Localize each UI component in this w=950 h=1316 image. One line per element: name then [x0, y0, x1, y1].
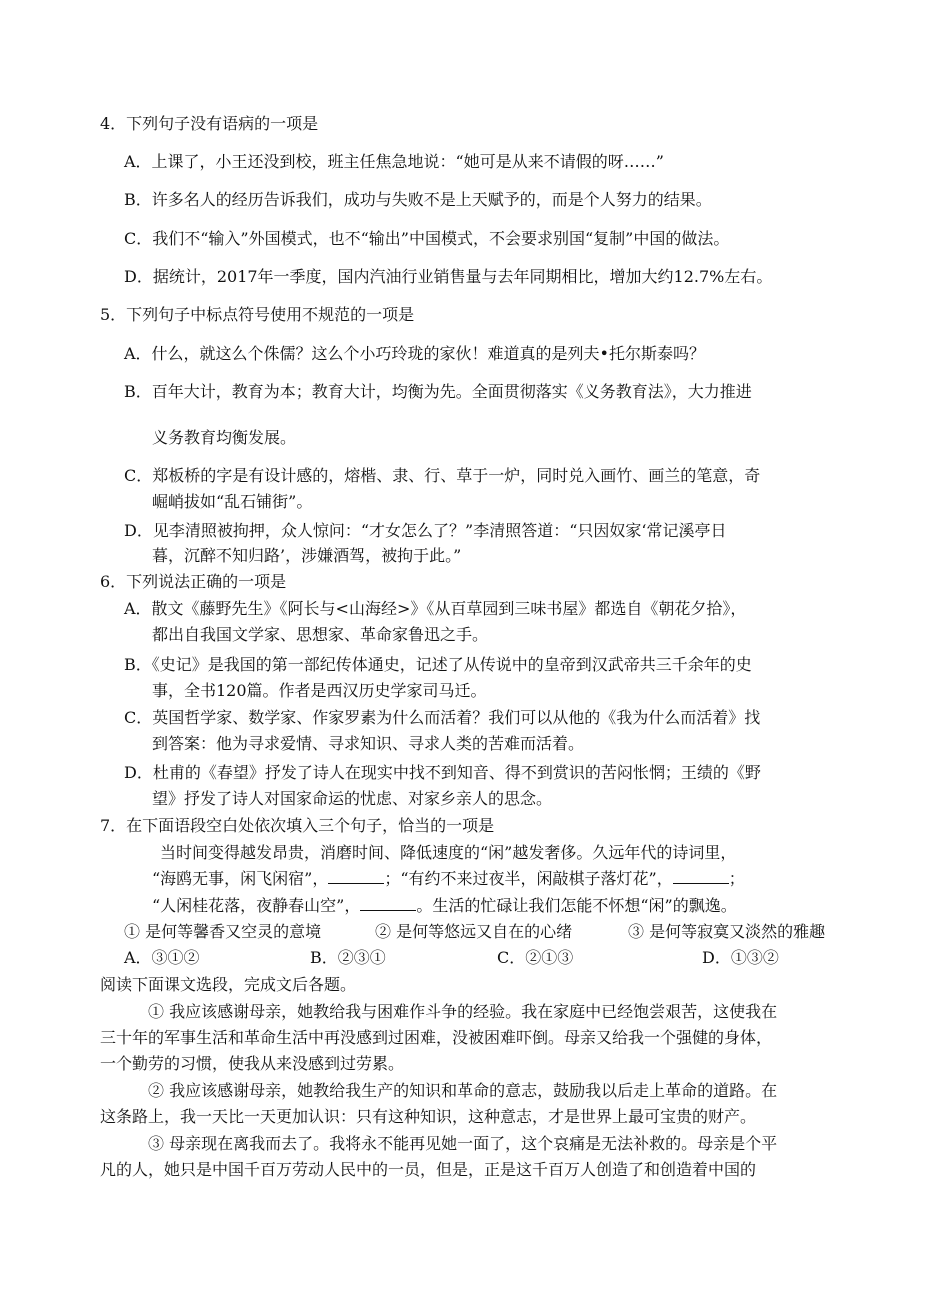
q7-passage-line2: “海鸥无事，闲飞闲宿”， ；“有约不来过夜半，闲敲棋子落灯花”， ； [152, 869, 745, 888]
q6-option-a-line2: 都出自我国文学家、思想家、革命家鲁迅之手。 [152, 625, 489, 644]
reading-para2-line2: 这条路上，我一天比一天更加认识：只有这种知识，这种意志，才是世界上最可宝贵的财产。 [100, 1107, 757, 1126]
q5-stem: 5．下列句子中标点符号使用不规范的一项是 [100, 305, 415, 324]
q6-option-d-line1: D．杜甫的《春望》抒发了诗人在现实中找不到知音、得不到赏识的苦闷怅惘；王绩的《野 [124, 763, 761, 782]
q4-option-a: A．上课了，小王还没到校，班主任焦急地说：“她可是从来不请假的呀……” [124, 152, 664, 171]
q7-passage-line3: “人闲桂花落，夜静春山空”， 。生活的忙碌让我们怎能不怀想“闲”的飘逸。 [152, 896, 737, 915]
q4-option-d: D．据统计，2017年一季度，国内汽油行业销售量与去年同期相比，增加大约12.7%左右。 [124, 267, 773, 286]
q6-stem: 6．下列说法正确的一项是 [100, 572, 287, 591]
reading-intro: 阅读下面课文选段，完成文后各题。 [100, 975, 357, 994]
q4-stem: 4．下列句子没有语病的一项是 [100, 114, 319, 133]
q7-sentence-1: ① 是何等馨香又空灵的意境 [124, 922, 322, 941]
q5-option-a: A．什么，就这么个侏儒？这么个小巧玲珑的家伙！难道真的是列夫•托尔斯泰吗？ [124, 344, 705, 363]
q4-option-b: B．许多名人的经历告诉我们，成功与失败不是上天赋予的，而是个人努力的结果。 [124, 190, 712, 209]
q7-stem: 7．在下面语段空白处依次填入三个句子，恰当的一项是 [100, 816, 495, 835]
q6-option-a-line1: A．散文《藤野先生》《阿长与<山海经>》《从百草园到三味书屋》都选自《朝花夕拾》， [124, 599, 747, 618]
q5-option-c-line2: 崛峭拔如“乱石铺街”。 [152, 492, 313, 511]
q5-option-b-line1: B．百年大计，教育为本；教育大计，均衡为先。全面贯彻落实《义务教育法》，大力推进 [124, 382, 752, 401]
q6-option-b-line2: 事，全书120篇。作者是西汉历史学家司马迁。 [152, 681, 487, 700]
q6-option-d-line2: 望》抒发了诗人对国家命运的忧虑、对家乡亲人的思念。 [152, 789, 553, 808]
q7-choice-d: D．①③② [702, 948, 779, 967]
fill-blank-3 [360, 896, 416, 911]
q7-sentence-2: ② 是何等悠远又自在的心绪 [375, 922, 573, 941]
reading-para2-line1: ② 我应该感谢母亲，她教给我生产的知识和革命的意志，鼓励我以后走上革命的道路。在 [148, 1081, 778, 1100]
q7-choice-a: A．③①② [124, 948, 200, 967]
q4-option-c: C．我们不“输入”外国模式，也不“输出”中国模式，不会要求别国“复制”中国的做法。 [124, 229, 730, 248]
fill-blank-2 [673, 869, 729, 884]
q5-option-d-line2: 暮，沉醉不知归路’，涉嫌酒驾，被拘于此。” [152, 546, 462, 565]
q7-choice-c: C．②①③ [497, 948, 574, 967]
q6-option-c-line2: 到答案：他为寻求爱情、寻求知识、寻求人类的苦难而活着。 [152, 734, 585, 753]
q5-option-c-line1: C．郑板桥的字是有设计感的，熔楷、隶、行、草于一炉，同时兑入画竹、画兰的笔意，奇 [124, 466, 761, 485]
q6-option-b-line1: B．《史记》是我国的第一部纪传体通史，记述了从传说中的皇帝到汉武帝共三千余年的史 [124, 655, 752, 674]
q7-passage-line1: 当时间变得越发昂贵，消磨时间、降低速度的“闲”越发奢侈。久远年代的诗词里， [160, 843, 737, 862]
fill-blank-1 [328, 869, 384, 884]
q6-option-c-line1: C．英国哲学家、数学家、作家罗素为什么而活着？我们可以从他的《我为什么而活着》找 [124, 708, 761, 727]
reading-para3-line2: 凡的人，她只是中国千百万劳动人民中的一员，但是，正是这千百万人创造了和创造着中国的 [100, 1160, 757, 1179]
reading-para1-line3: 一个勤劳的习惯，使我从来没感到过劳累。 [100, 1054, 405, 1073]
reading-para1-line2: 三十年的军事生活和革命生活中再没感到过困难，没被困难吓倒。母亲又给我一个强健的身体， [100, 1028, 773, 1047]
reading-para3-line1: ③ 母亲现在离我而去了。我将永不能再见她一面了，这个哀痛是无法补救的。母亲是个平 [148, 1134, 778, 1153]
q7-choice-b: B．②③① [310, 948, 386, 967]
reading-para1-line1: ① 我应该感谢母亲，她教给我与困难作斗争的经验。我在家庭中已经饱尝艰苦，这使我在 [148, 1002, 778, 1021]
q5-option-b-line2: 义务教育均衡发展。 [152, 428, 297, 447]
q7-sentence-3: ③ 是何等寂寞又淡然的雅趣 [628, 922, 826, 941]
q5-option-d-line1: D．见李清照被拘押，众人惊问：“才女怎么了？”李清照答道：“只因奴家‘常记溪亭日 [124, 521, 727, 540]
